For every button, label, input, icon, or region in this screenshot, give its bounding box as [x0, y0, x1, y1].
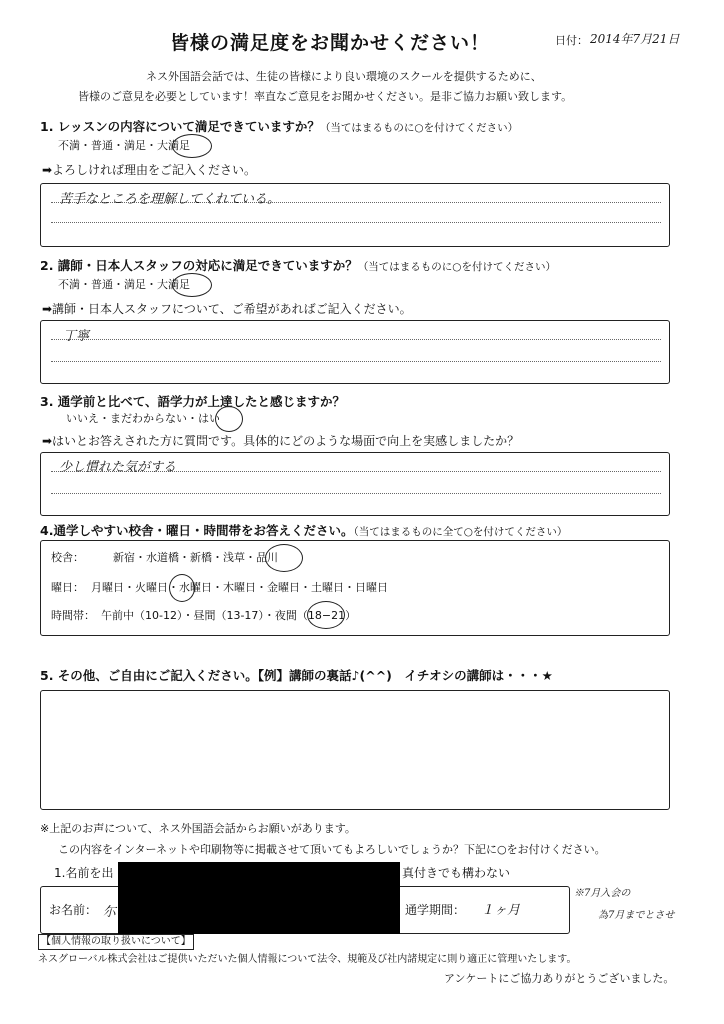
day-selected-circle — [169, 574, 195, 602]
q2-options: 不満・普通・満足・大満足 — [58, 278, 190, 291]
q3-options: いいえ・まだわからない・はい — [66, 412, 220, 425]
q3-selected-circle — [215, 406, 243, 432]
time-selected-circle — [307, 601, 345, 629]
privacy-heading: 【個人情報の取り扱いについて】 — [38, 934, 194, 950]
school-selected-circle — [265, 544, 303, 572]
q5-question: 5. その他、ご自由にご記入ください。【例】講師の裏話♪(^^) イチオシの講師は・・・★ — [40, 668, 553, 683]
consent-line-1: ※上記のお声について、ネス外国語会話からお願いがあります。 — [40, 822, 356, 835]
thanks-text: アンケートにご協力ありがとうございました。 — [444, 972, 675, 985]
page-title: 皆様の満足度をお聞かせください！ — [170, 32, 491, 54]
q3-question: 3. 通学前と比べて、語学力が上達したと感じますか？ — [40, 394, 346, 409]
school-options: 新宿・水道橋・新橋・浅草・品川 — [113, 551, 278, 564]
q1-options: 不満・普通・満足・大満足 — [58, 139, 190, 152]
redaction-block — [118, 862, 400, 934]
school-label: 校舎： — [51, 551, 84, 564]
q4-box — [40, 540, 670, 636]
intro-line-2: 皆様のご意見を必要としています！率直なご意見をお聞かせください。是非ご協力お願い致します。 — [78, 90, 573, 103]
q2-reason-prompt: ➡講師・日本人スタッフについて、ご希望があればご記入ください。 — [42, 302, 412, 316]
q1-question: 1. レッスンの内容について満足できていますか？（当てはまるものに○を付けてください） — [40, 119, 519, 134]
day-label: 曜日： — [51, 581, 84, 594]
period-label: 通学期間： — [405, 903, 466, 917]
consent-option-right: 真付きでも構わない — [402, 866, 511, 880]
date-value: 2014年7月21日 — [590, 32, 680, 46]
q2-answer-box[interactable] — [40, 320, 670, 384]
q2-selected-circle — [172, 273, 212, 297]
name-label: お名前： — [49, 903, 98, 917]
q2-question: 2. 講師・日本人スタッフの対応に満足できていますか？（当てはまるものに○を付けてください） — [40, 258, 556, 273]
time-label: 時間帯： — [51, 609, 95, 622]
period-note-2: 為7月までとさせ — [598, 910, 675, 921]
day-options: 月曜日・火曜日・水曜日・木曜日・金曜日・土曜日・日曜日 — [91, 581, 388, 594]
q4-question: 4.通学しやすい校舎・曜日・時間帯をお答えください。（当てはまるものに全て○を付けてください） — [40, 523, 568, 538]
period-note-1: ※7月入会の — [574, 888, 631, 899]
q2-answer: 丁寧 — [63, 329, 90, 344]
privacy-body: ネスグローバル株式会社はご提供いただいた個人情報について法令、規範及び社内諸規定に則り適正に管理いたします。 — [38, 954, 577, 965]
time-options: 午前中（10-12）・昼間（13-17）・夜間（18−21） — [101, 609, 357, 622]
intro-line-1: ネス外国語会話では、生徒の皆様により良い環境のスクールを提供するために、 — [146, 70, 542, 83]
q1-answer: 苦手なところを理解してくれている。 — [59, 192, 281, 207]
q5-answer-box[interactable] — [40, 690, 670, 810]
q3-reason-prompt: ➡はいとお答えされた方に質問です。具体的にどのような場面で向上を実感しましたか？ — [42, 434, 520, 448]
consent-option-left: 1.名前を出 — [54, 866, 114, 880]
period-value: １ヶ月 — [481, 903, 521, 918]
q3-answer: 少し慣れた気がする — [59, 460, 177, 475]
q1-selected-circle — [172, 134, 212, 158]
q1-reason-prompt: ➡よろしければ理由をご記入ください。 — [42, 163, 257, 177]
date-label: 日付： — [555, 34, 588, 47]
q3-answer-box[interactable] — [40, 452, 670, 516]
q1-answer-box[interactable] — [40, 183, 670, 247]
name-partial: 尓 — [103, 905, 117, 920]
consent-line-2: この内容をインターネットや印刷物等に掲載させて頂いてもよろしいでしょうか？下記に○をお付けください。 — [58, 843, 606, 856]
